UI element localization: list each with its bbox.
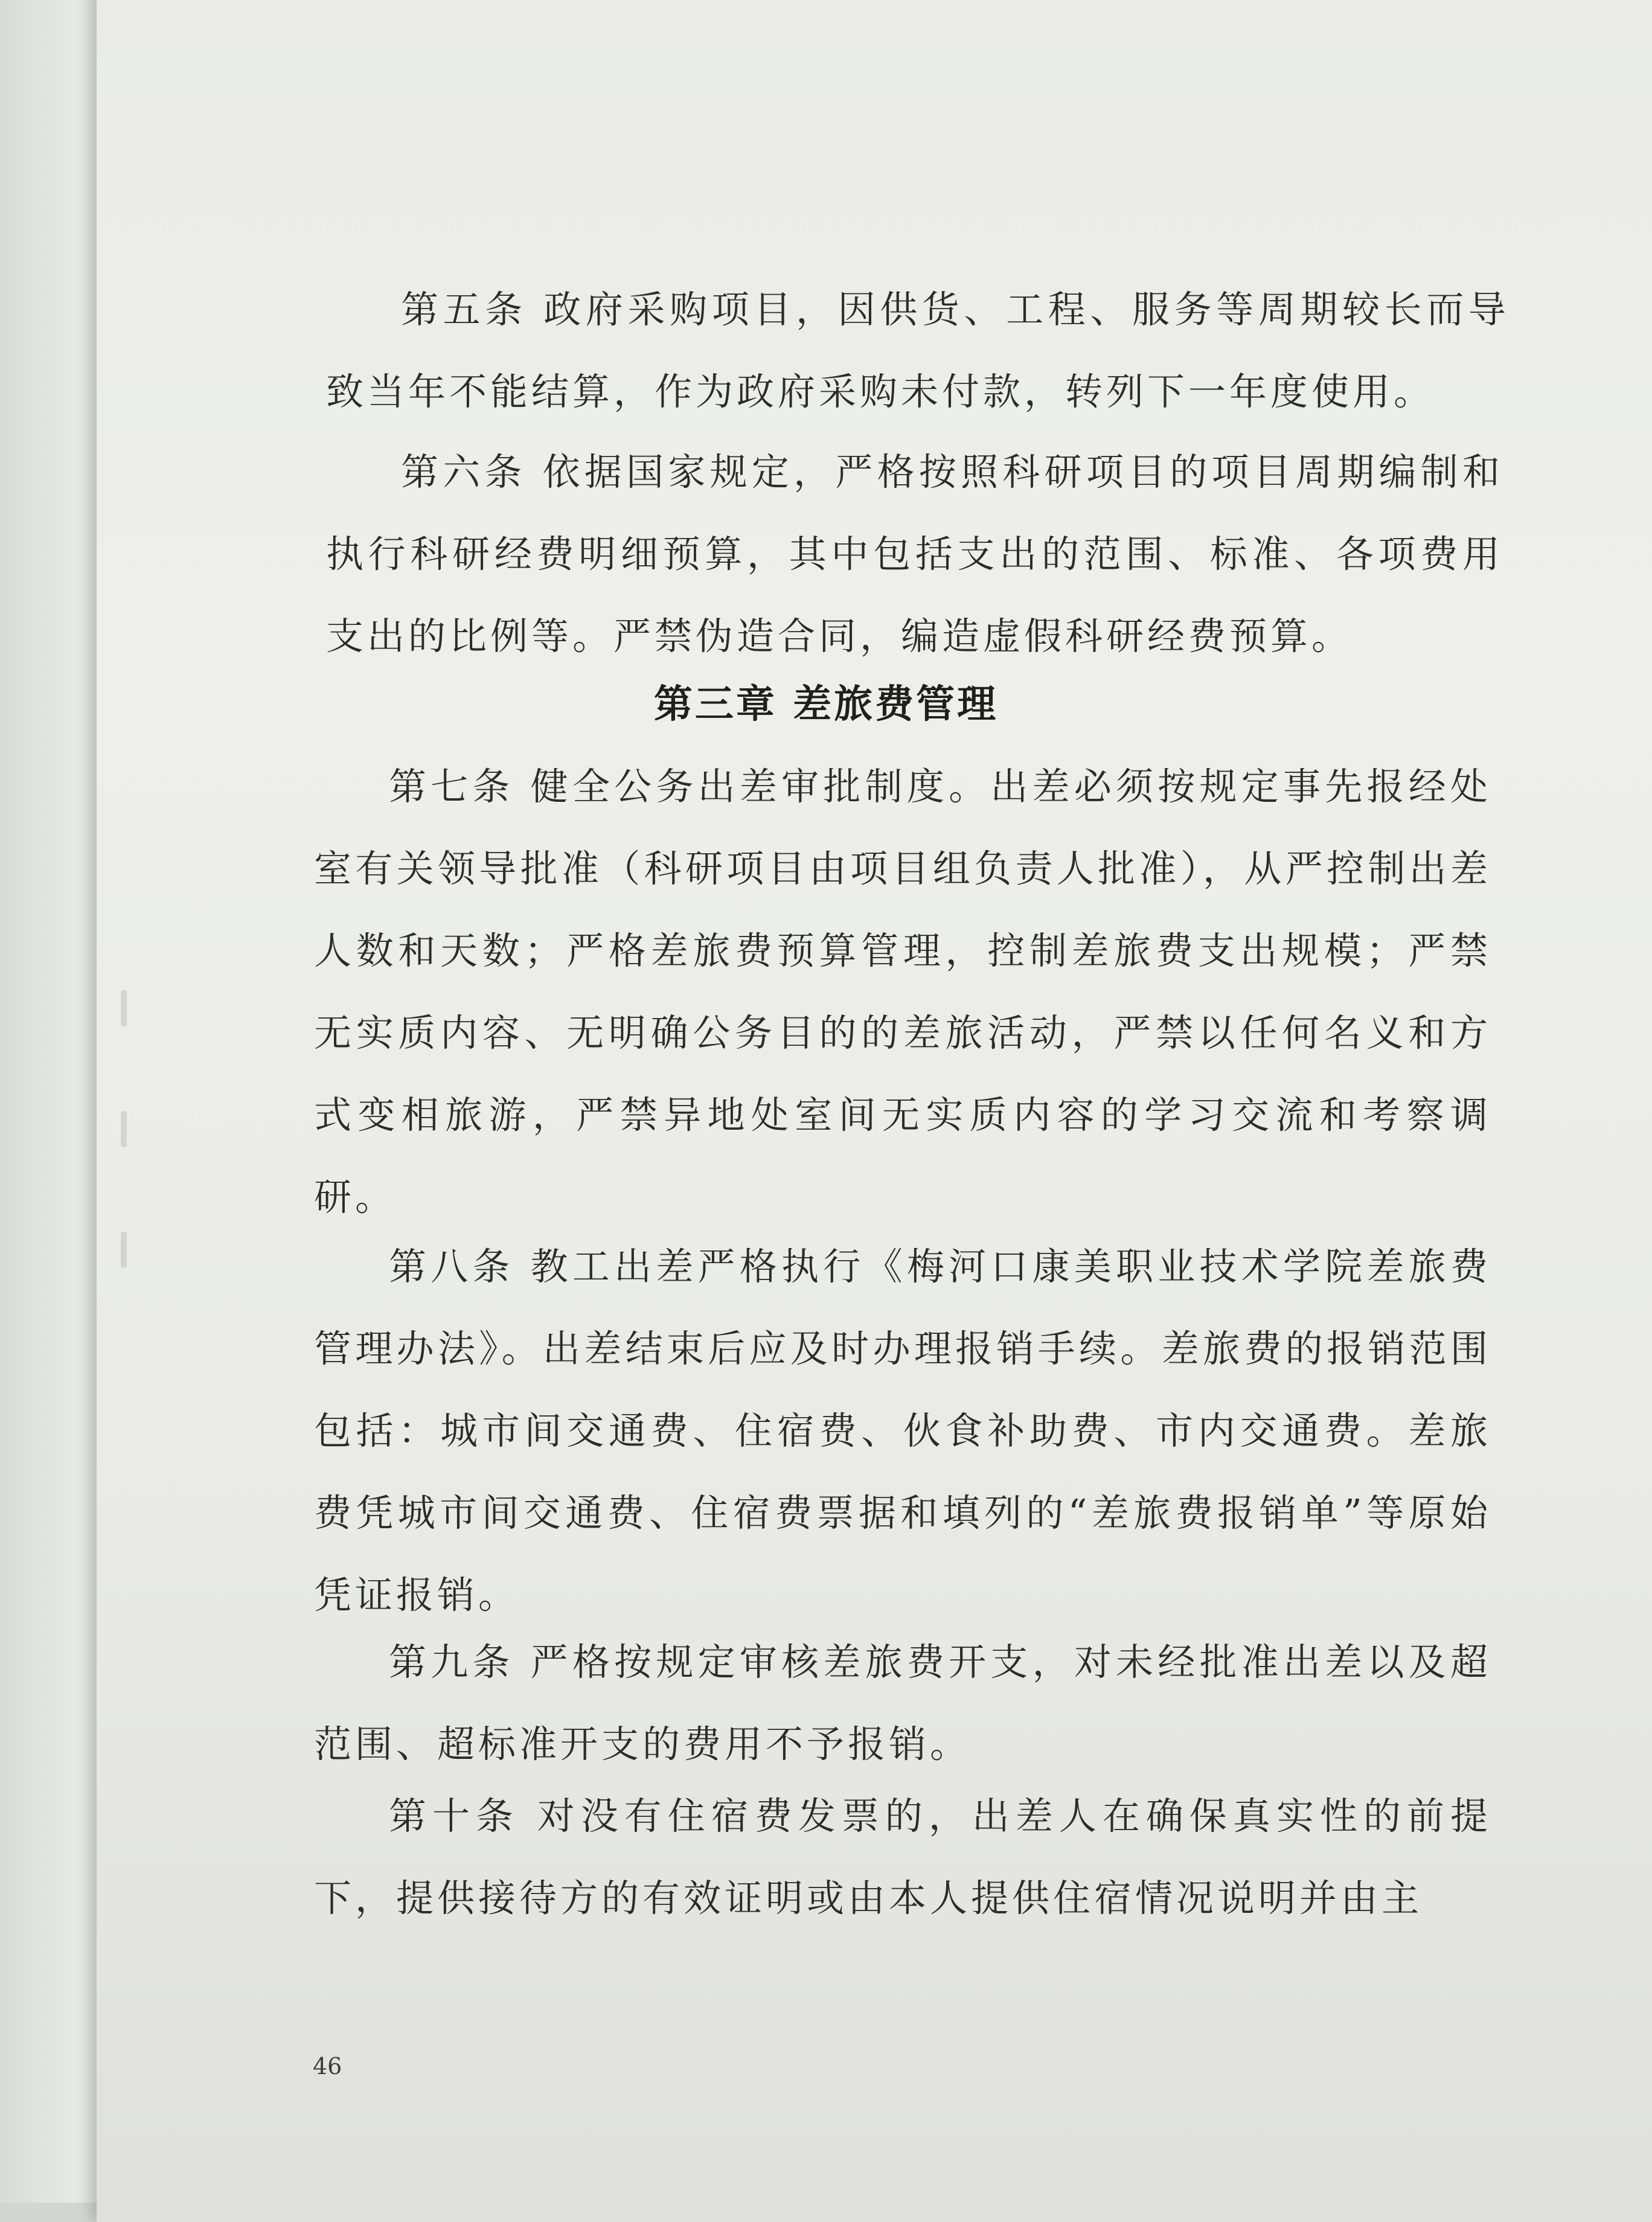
chapter-heading: 第三章 差旅费管理 [653,682,999,727]
page-number: 46 [313,2053,342,2080]
bleed-through-mark [121,1111,127,1147]
bleed-through-mark [121,1232,127,1268]
article-5-paragraph: 第五条 政府采购项目，因供货、工程、服务等周期较长而导致当年不能结算，作为政府采购未付款，转列下一年度使用。 [326,287,1510,414]
article-8-paragraph: 第八条 教工出差严格执行《梅河口康美职业技术学院差旅费管理办法》。出差结束后应及时办理报销手续。差旅费的报销范围包括：城市间交通费、住宿费、伙食补助费、市内交通费。差旅费凭城市间交通费、住宿费票据和填列的“差旅费报销单”等原始凭证报销。 [314,1244,1491,1617]
article-9-paragraph: 第九条 严格按规定审核差旅费开支，对未经批准出差以及超范围、超标准开支的费用不予报销。 [314,1640,1491,1766]
article-6-paragraph: 第六条 依据国家规定，严格按照科研项目的项目周期编制和执行科研经费明细预算，其中包括支出的范围、标准、各项费用支出的比例等。严禁伪造合同，编造虚假科研经费预算。 [326,450,1503,658]
article-7-paragraph: 第七条 健全公务出差审批制度。出差必须按规定事先报经处室有关领导批准（科研项目由项目组负责人批准），从严控制出差人数和天数；严格差旅费预算管理，控制差旅费支出规模；严禁无实质内容、无明确公务目的的差旅活动，严禁以任何名义和方式变相旅游，严禁异地处室间无实质内容的学习交流和考察调研。 [314,764,1491,1219]
article-10-paragraph: 第十条 对没有住宿费发票的，出差人在确保真实性的前提下，提供接待方的有效证明或由本人提供住宿情况说明并由主 [314,1794,1491,1920]
underlying-page-edge [0,0,106,2203]
bleed-through-mark [121,990,127,1026]
